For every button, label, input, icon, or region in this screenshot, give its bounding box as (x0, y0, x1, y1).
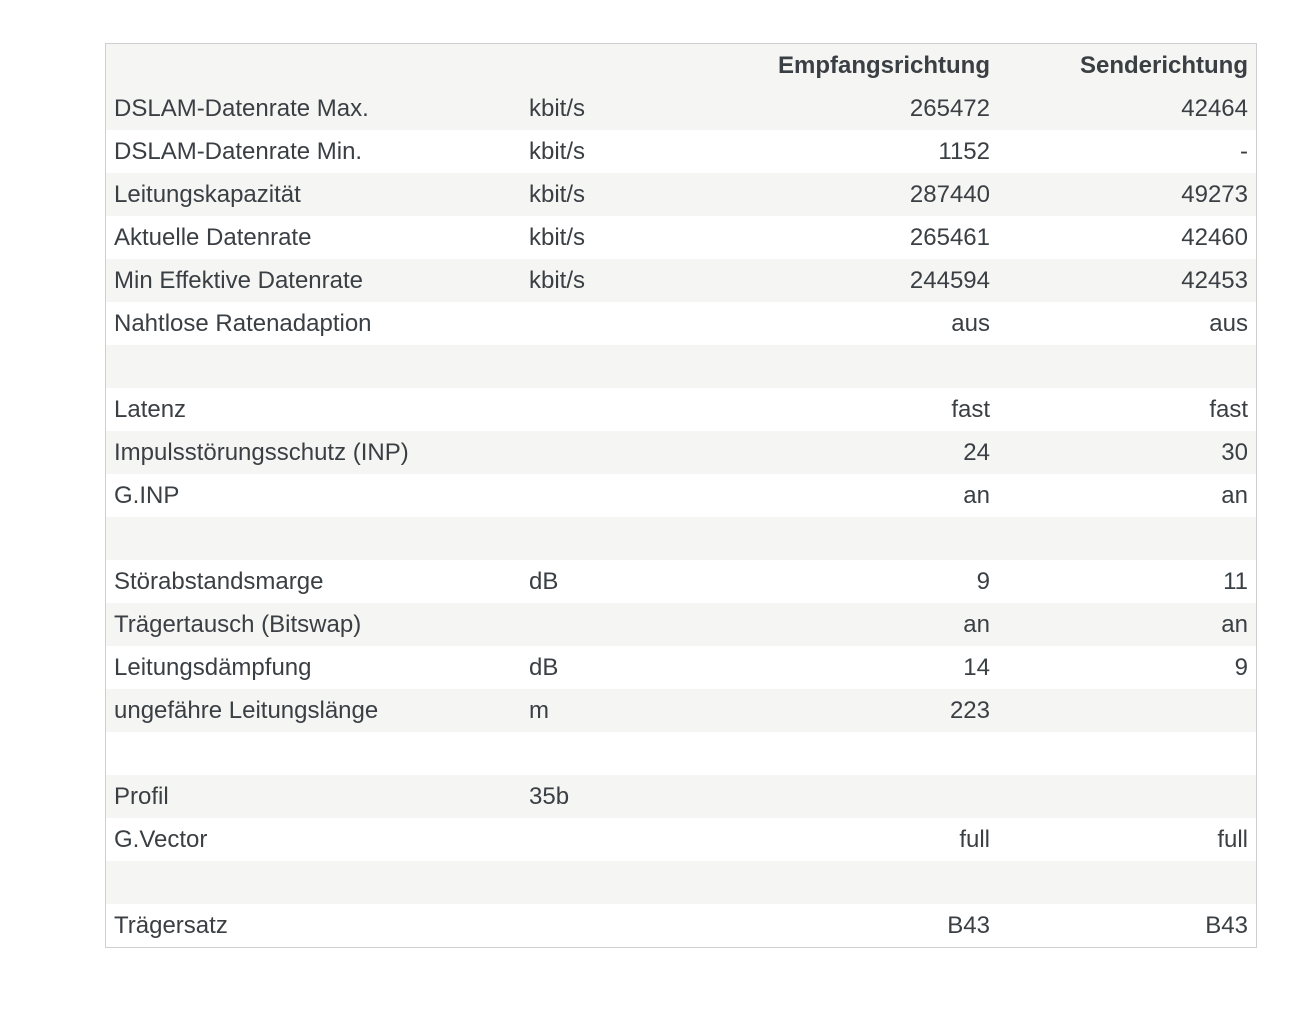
table-row (106, 431, 1256, 474)
row-rx-value: 265461 (909, 223, 990, 251)
table-row (106, 216, 1256, 259)
row-rx-value: 14 (963, 653, 990, 681)
table-row (106, 818, 1256, 861)
row-tx-value: aus (1209, 309, 1248, 337)
table-row (106, 775, 1256, 818)
row-tx-value: B43 (1205, 911, 1248, 939)
row-unit: kbit/s (529, 137, 586, 165)
row-label: Latenz (114, 395, 187, 423)
row-rx-value (732, 775, 998, 818)
row-label: G.Vector (114, 825, 208, 853)
table-header-row (106, 44, 1256, 87)
row-unit (521, 517, 732, 560)
row-label: Profil (114, 782, 169, 810)
row-label: Trägertausch (Bitswap) (114, 610, 362, 638)
row-tx-value (998, 861, 1256, 904)
row-unit (521, 861, 732, 904)
row-label: Min Effektive Datenrate (114, 266, 364, 294)
row-label (106, 345, 521, 388)
row-tx-value: an (1221, 610, 1248, 638)
row-label: Nahtlose Ratenadaption (114, 309, 372, 337)
row-rx-value: 265472 (909, 94, 990, 122)
row-label (106, 517, 521, 560)
row-label: ungefähre Leitungslänge (114, 696, 379, 724)
row-unit: kbit/s (529, 266, 586, 294)
table-row (106, 259, 1256, 302)
row-tx-value: 42460 (1181, 223, 1248, 251)
row-rx-value: 1152 (938, 137, 990, 165)
row-unit: kbit/s (529, 94, 586, 122)
header-empfangsrichtung: Empfangsrichtung (777, 51, 990, 79)
table-row (106, 603, 1256, 646)
row-unit (521, 302, 732, 345)
row-unit (521, 388, 732, 431)
row-label: Aktuelle Datenrate (114, 223, 312, 251)
row-label: Impulsstörungsschutz (INP) (114, 438, 409, 466)
row-rx-value: 9 (976, 567, 990, 595)
row-label: Leitungsdämpfung (114, 653, 312, 681)
row-unit (521, 603, 732, 646)
row-rx-value: 223 (949, 696, 990, 724)
row-rx-value: an (963, 610, 990, 638)
row-rx-value (732, 345, 998, 388)
row-tx-value: 49273 (1181, 180, 1248, 208)
row-tx-value (998, 689, 1256, 732)
row-rx-value: 287440 (909, 180, 990, 208)
table-row (106, 173, 1256, 216)
row-tx-value: 42464 (1181, 94, 1248, 122)
row-unit: 35b (529, 782, 570, 810)
row-tx-value: an (1221, 481, 1248, 509)
row-tx-value: 30 (1221, 438, 1248, 466)
row-unit: kbit/s (529, 223, 586, 251)
row-label: DSLAM-Datenrate Max. (114, 94, 369, 122)
row-tx-value (998, 345, 1256, 388)
dsl-info-table (106, 44, 1256, 947)
table-row (106, 388, 1256, 431)
row-unit: m (529, 696, 549, 724)
row-tx-value: fast (1209, 395, 1248, 423)
table-row (106, 904, 1256, 947)
table-row (106, 130, 1256, 173)
table-row (106, 302, 1256, 345)
row-label (106, 732, 521, 775)
row-rx-value (732, 517, 998, 560)
row-rx-value (732, 861, 998, 904)
row-rx-value: 244594 (909, 266, 990, 294)
table-row (106, 87, 1256, 130)
row-rx-value: 24 (963, 438, 990, 466)
row-label: G.INP (114, 481, 180, 509)
row-unit (521, 904, 732, 947)
row-tx-value (998, 517, 1256, 560)
row-unit (521, 732, 732, 775)
row-label: Trägersatz (114, 911, 228, 939)
row-tx-value: 11 (1223, 567, 1248, 595)
row-unit (521, 345, 732, 388)
row-label (106, 861, 521, 904)
row-label: Leitungskapazität (114, 180, 301, 208)
header-unit (521, 44, 732, 87)
table-row (106, 560, 1256, 603)
table-row (106, 689, 1256, 732)
row-unit: dB (529, 653, 559, 681)
row-unit: dB (529, 567, 559, 595)
row-rx-value: B43 (947, 911, 990, 939)
header-label (106, 44, 521, 87)
dsl-info-table-container (105, 43, 1257, 948)
row-label: DSLAM-Datenrate Min. (114, 137, 363, 165)
table-row (106, 474, 1256, 517)
table-row (106, 517, 1256, 560)
row-unit (521, 431, 732, 474)
row-rx-value: an (963, 481, 990, 509)
row-rx-value: aus (951, 309, 990, 337)
row-tx-value: 42453 (1181, 266, 1248, 294)
table-row (106, 345, 1256, 388)
row-unit (521, 474, 732, 517)
header-senderichtung: Senderichtung (1079, 51, 1248, 79)
row-tx-value: - (1240, 137, 1248, 165)
table-row (106, 646, 1256, 689)
row-rx-value (732, 732, 998, 775)
row-rx-value: fast (951, 395, 990, 423)
row-unit: kbit/s (529, 180, 586, 208)
row-rx-value: full (959, 825, 990, 853)
row-tx-value: full (1217, 825, 1248, 853)
row-unit (521, 818, 732, 861)
table-row (106, 732, 1256, 775)
row-tx-value (998, 732, 1256, 775)
table-row (106, 861, 1256, 904)
row-label: Störabstandsmarge (114, 567, 324, 595)
row-tx-value (998, 775, 1256, 818)
row-tx-value: 9 (1234, 653, 1248, 681)
